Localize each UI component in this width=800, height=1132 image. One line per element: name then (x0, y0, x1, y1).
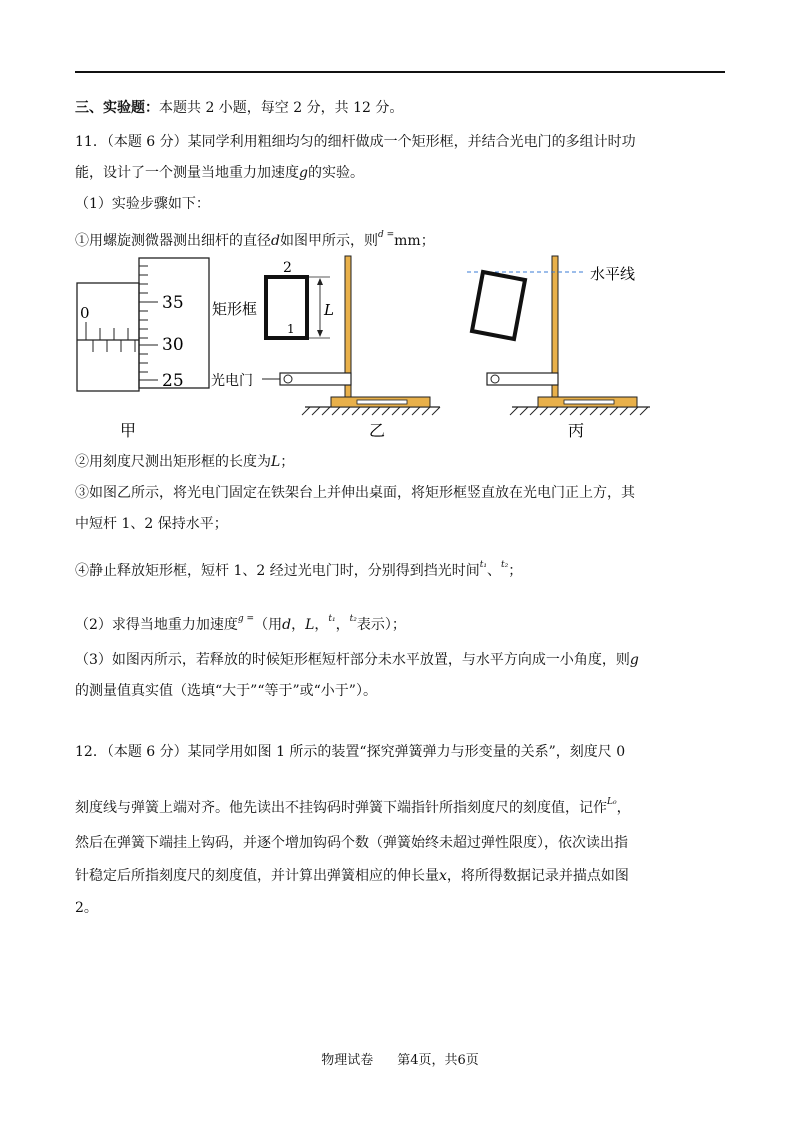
q12-line1: 12．（本题 6 分）某同学用如图 1 所示的装置“探究弹簧弹力与形变量的关系”，刻度尺 0 (75, 744, 626, 760)
step1-unit: mm； (394, 233, 435, 249)
figure-bing (467, 256, 650, 440)
symbol-t1: t₁ (479, 560, 487, 570)
symbol-t2: t₂ (500, 560, 509, 570)
part3-g: g (629, 652, 639, 668)
experiment-figures (70, 250, 720, 445)
sleeve-zero: 0 (80, 304, 90, 322)
q11-line1: 11．（本题 6 分）某同学利用粗细均匀的细杆做成一个矩形框，并结合光电门的多组计时功 (75, 134, 636, 150)
q11-part3-line1 (75, 650, 725, 670)
section-title: 三、实验题： (75, 100, 159, 116)
section-heading (75, 98, 725, 118)
length-L-label: L (324, 301, 334, 319)
figure-jia-micrometer (77, 258, 209, 440)
step4-end: ； (508, 563, 523, 579)
thimble-tick-25: 25 (162, 371, 184, 391)
q11-line2 (75, 163, 725, 183)
page-footer (0, 1049, 800, 1068)
q12-line4 (75, 866, 725, 886)
step2-end: ； (280, 454, 295, 470)
part2-t2: t₂ (349, 614, 357, 624)
q11-step1 (75, 225, 725, 251)
q12-line2-text: 刻度线与弹簧上端对齐。他先读出不挂钩码时弹簧下端指针所指刻度尺的刻度值，记作 (75, 800, 607, 816)
symbol-g-eq: g = (237, 614, 255, 624)
section-desc: 本题共 2 小题，每空 2 分，共 12 分。 (159, 100, 404, 116)
part2-text: （2）求得当地重力加速度 (75, 617, 238, 633)
symbol-g: g (299, 165, 308, 181)
q11-step3-line2: 中短杆 1、2 保持水平； (75, 516, 228, 532)
symbol-L: L (271, 454, 281, 470)
part2-text-b: （用 (254, 617, 283, 633)
figure-jia-label: 甲 (120, 421, 137, 440)
symbol-d: d (271, 233, 280, 249)
step1-text-b: 如图甲所示，则 (279, 233, 378, 249)
q12-line2-end: ， (616, 800, 631, 816)
q11-step3-line1: ③如图乙所示，将光电门固定在铁架台上并伸出桌面，将矩形框竖直放在光电门正上方，其 (75, 485, 635, 501)
footer-subject: 物理试卷 (321, 1053, 374, 1068)
step4-text: ④静止释放矩形框，短杆 1、2 经过光电门时，分别得到挡光时间 (75, 563, 480, 579)
part2-comma1: ， (291, 617, 306, 633)
part2-comma3: ， (335, 617, 350, 633)
symbol-x: x (439, 868, 447, 884)
q11-part1-title: （1）实验步骤如下： (75, 196, 210, 212)
q11-line2-end: 的实验。 (307, 165, 364, 181)
step1-text: ①用螺旋测微器测出细杆的直径 (75, 233, 271, 249)
q11-step2 (75, 452, 725, 472)
photogate-label: 光电门 (211, 373, 253, 389)
bar-1-label: 1 (287, 322, 295, 336)
part2-L: L (305, 617, 315, 633)
q12-line5: 2。 (75, 900, 98, 916)
figure-yi (211, 256, 440, 440)
q11-line2-text: 能，设计了一个测量当地重力加速度 (75, 165, 299, 181)
q11-step4 (75, 555, 725, 581)
thimble-tick-35: 35 (162, 293, 184, 313)
part2-comma2: ， (314, 617, 329, 633)
part2-t1: t₁ (328, 614, 336, 624)
q11-part2 (75, 609, 725, 635)
q12-line4-end: ，将所得数据记录并描点如图 (446, 868, 629, 884)
part3-text: （3）如图丙所示，若释放的时候矩形框短杆部分未水平放置，与水平方向成一小角度，则 (75, 652, 630, 668)
frame-label: 矩形框 (212, 300, 258, 318)
symbol-L0: L₀ (607, 797, 617, 807)
thimble-tick-30: 30 (162, 335, 184, 355)
step2-text: ②用刻度尺测出矩形框的长度为 (75, 454, 271, 470)
figure-bing-label: 丙 (568, 421, 585, 440)
footer-page-number: 第4页，共6页 (397, 1053, 479, 1068)
q12-line2 (75, 792, 725, 818)
q11-part3-line2: 的测量值真实值（选填“大于”“等于”或“小于”）。 (75, 683, 377, 699)
header-rule (75, 71, 725, 73)
part2-d: d (282, 617, 292, 633)
figure-yi-label: 乙 (369, 421, 386, 440)
q12-line4-text: 针稳定后所指刻度尺的刻度值，并计算出弹簧相应的伸长量 (75, 868, 439, 884)
bar-2-label: 2 (283, 260, 292, 276)
step4-sep: 、 (486, 563, 501, 579)
symbol-d-eq: d = (377, 230, 395, 240)
level-line-label: 水平线 (590, 265, 636, 283)
q12-line3: 然后在弹簧下端挂上钩码，并逐个增加钩码个数（弹簧始终未超过弹性限度），依次读出指 (75, 835, 628, 851)
part2-end: 表示）； (356, 617, 406, 633)
